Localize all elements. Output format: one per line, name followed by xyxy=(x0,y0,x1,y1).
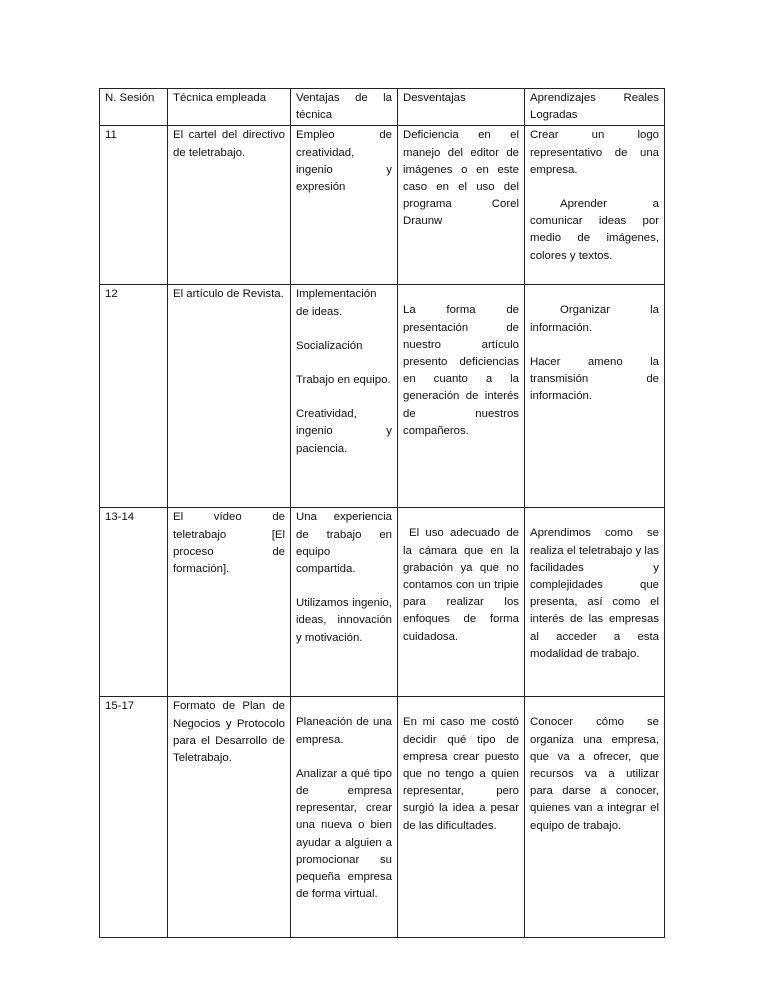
learning-text: Aprendimos como se realiza el teletrabajo y las facilidades y complejidades que presenta, así como el interés de las empresas al acceder a esta modalidad de trabajo. xyxy=(530,527,659,660)
advantage-text: Analizar a qué tipo de empresa representar, crear una nueva o bien ayudar a alguien a promocionar su pequeña empresa de forma virtual. xyxy=(296,767,392,901)
advantage-text: Implementación de ideas. xyxy=(296,288,377,318)
header-advantages: Ventajas de la técnica xyxy=(291,89,398,126)
advantage-text: Utilizamos ingenio, ideas, innovación y motivación. xyxy=(296,597,392,644)
disadvantage-text: El uso adecuado de la cámara que en la grabación ya que no contamos con un tripie para realizar los enfoques de forma cuidadosa. xyxy=(403,527,519,643)
table-row xyxy=(100,285,665,508)
advantage-text: Empleo de creatividad, ingenio y expresión xyxy=(296,129,392,194)
document-page xyxy=(99,88,664,938)
disadvantages-cell xyxy=(398,508,525,697)
technique-text: El cartel del directivo de teletrabajo. xyxy=(173,129,285,159)
session-number: 15-17 xyxy=(100,697,168,938)
table-header-row xyxy=(100,89,665,126)
learnings-cell xyxy=(525,285,665,508)
advantages-cell xyxy=(291,126,398,285)
advantage-text: Trabajo en equipo. xyxy=(296,374,391,387)
table-row xyxy=(100,126,665,285)
learnings-cell xyxy=(525,508,665,697)
sessions-table xyxy=(99,88,665,938)
session-number: 11 xyxy=(100,126,168,285)
learning-text: Aprender a comunicar ideas por medio de imágenes, colores y textos. xyxy=(530,198,659,262)
session-number: 12 xyxy=(100,285,168,508)
disadvantage-text: La forma de presentación de nuestro artículo presento deficiencias en cuanto a la generación de interés de nuestros compañeros. xyxy=(403,304,519,437)
disadvantages-cell xyxy=(398,285,525,508)
learnings-cell xyxy=(525,697,665,938)
technique-cell xyxy=(168,126,291,285)
session-number: 13-14 xyxy=(100,508,168,697)
advantage-text: Planeación de una empresa. xyxy=(296,716,392,746)
disadvantage-text: En mi caso me costó decidir qué tipo de empresa crear puesto que no tengo a quien representar, pero surgió la idea a pesar de las dificultades. xyxy=(403,716,519,832)
table-row xyxy=(100,508,665,697)
advantages-cell xyxy=(291,697,398,938)
advantage-text: Creatividad, ingenio y paciencia. xyxy=(296,408,392,455)
disadvantages-cell xyxy=(398,126,525,285)
header-learnings: Aprendizajes Reales Logradas xyxy=(525,89,665,126)
technique-cell xyxy=(168,285,291,508)
advantages-cell xyxy=(291,508,398,697)
disadvantage-text: Deficiencia en el manejo del editor de imágenes o en este caso en el uso del programa Corel Draunw xyxy=(403,129,519,228)
learning-text: Organizar la información. xyxy=(530,304,659,334)
header-technique: Técnica empleada xyxy=(168,89,291,126)
learning-text: Hacer ameno la transmisión de información. xyxy=(530,355,659,403)
advantage-text: Socialización xyxy=(296,339,363,352)
header-disadvantages: Desventajas xyxy=(398,89,525,126)
advantages-cell xyxy=(291,285,398,508)
technique-text: Formato de Plan de Negocios y Protocolo para el Desarrollo de Teletrabajo. xyxy=(173,700,285,765)
technique-text: El vídeo de teletrabajo [El proceso de formación]. xyxy=(173,511,285,576)
technique-cell xyxy=(168,508,291,697)
advantage-text: Una experiencia de trabajo en equipo compartida. xyxy=(296,511,392,576)
table-row xyxy=(100,697,665,938)
technique-text: El artículo de Revista. xyxy=(173,288,284,301)
header-session: N. Sesión xyxy=(100,89,168,126)
learning-text: Conocer cómo se organiza una empresa, que va a ofrecer, que recursos va a utilizar para darse a conocer, quienes van a integrar el equipo de trabajo. xyxy=(530,716,659,832)
disadvantages-cell xyxy=(398,697,525,938)
learnings-cell xyxy=(525,126,665,285)
technique-cell xyxy=(168,697,291,938)
learning-text: Crear un logo representativo de una empresa. xyxy=(530,129,659,176)
